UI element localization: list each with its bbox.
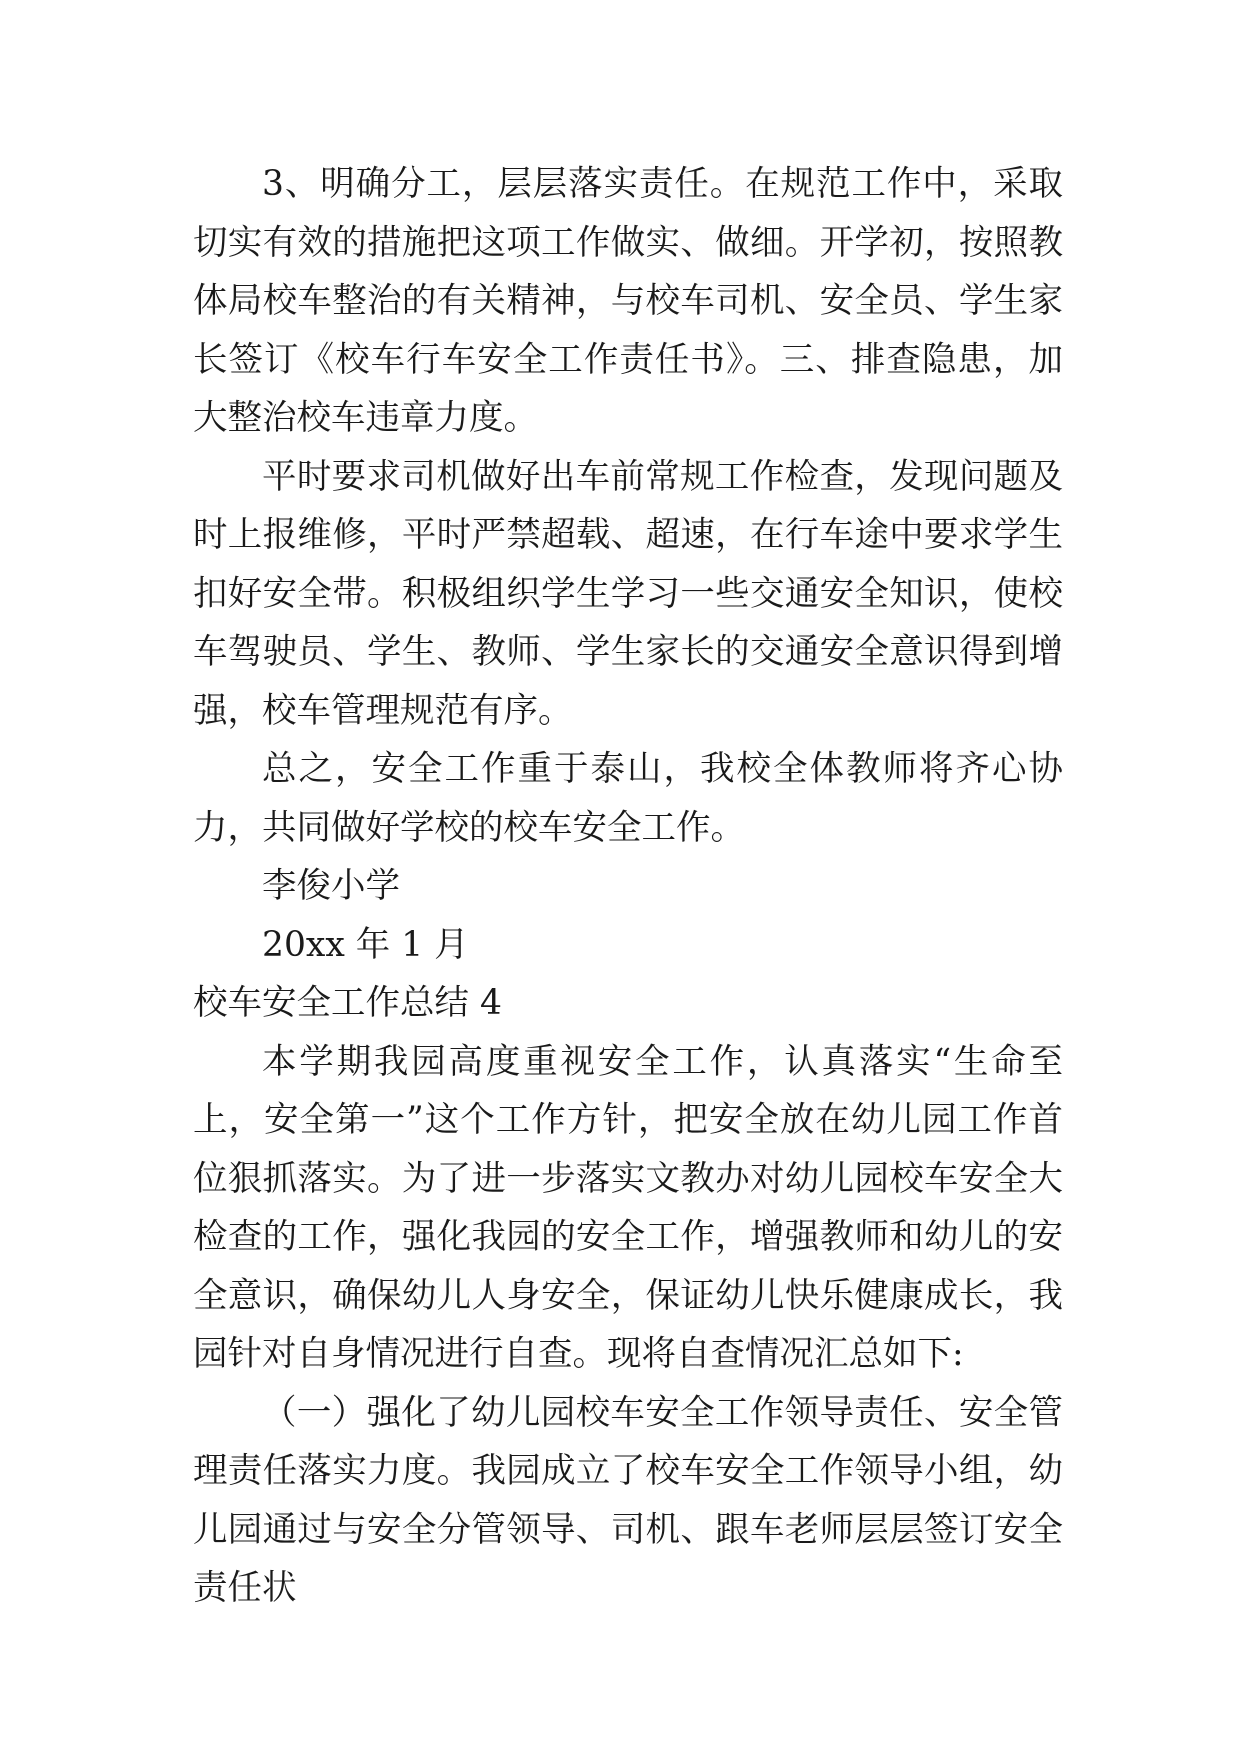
section-title: 校车安全工作总结 4 xyxy=(193,983,502,1023)
paragraph: 平时要求司机做好出车前常规工作检查，发现问题及时上报维修，平时严禁超载、超速，在行车途中要求学生扣好安全带。积极组织学生学习一些交通安全知识，使校车驾驶员、学生、教师、学生家长的交通安全意识得到增强，校车管理规范有序。 xyxy=(193,456,1063,731)
paragraph: 总之，安全工作重于泰山，我校全体教师将齐心协力，共同做好学校的校车安全工作。 xyxy=(193,749,1063,848)
paragraph: （一）强化了幼儿园校车安全工作领导责任、安全管理责任落实力度。我园成立了校车安全工作领导小组，幼儿园通过与安全分管领导、司机、跟车老师层层签订安全责任状 xyxy=(193,1392,1063,1608)
paragraph: 本学期我园高度重视安全工作，认真落实“生命至上，安全第一”这个工作方针，把安全放在幼儿园工作首位狠抓落实。为了进一步落实文教办对幼儿园校车安全大检查的工作，强化我园的安全工作，增强教师和幼儿的安全意识，确保幼儿人身安全，保证幼儿快乐健康成长，我园针对自身情况进行自查。现将自查情况汇总如下: xyxy=(193,1041,1063,1374)
paragraph: 3、明确分工，层层落实责任。在规范工作中，采取切实有效的措施把这项工作做实、做细。开学初，按照教体局校车整治的有关精神，与校车司机、安全员、学生家长签订《校车行车安全工作责任书》。三、排查隐患，加大整治校车违章力度。 xyxy=(193,164,1063,438)
signature-organization: 李俊小学 xyxy=(262,866,400,906)
document-body xyxy=(193,155,1063,1618)
signature-date: 20xx 年 1 月 xyxy=(262,924,469,965)
